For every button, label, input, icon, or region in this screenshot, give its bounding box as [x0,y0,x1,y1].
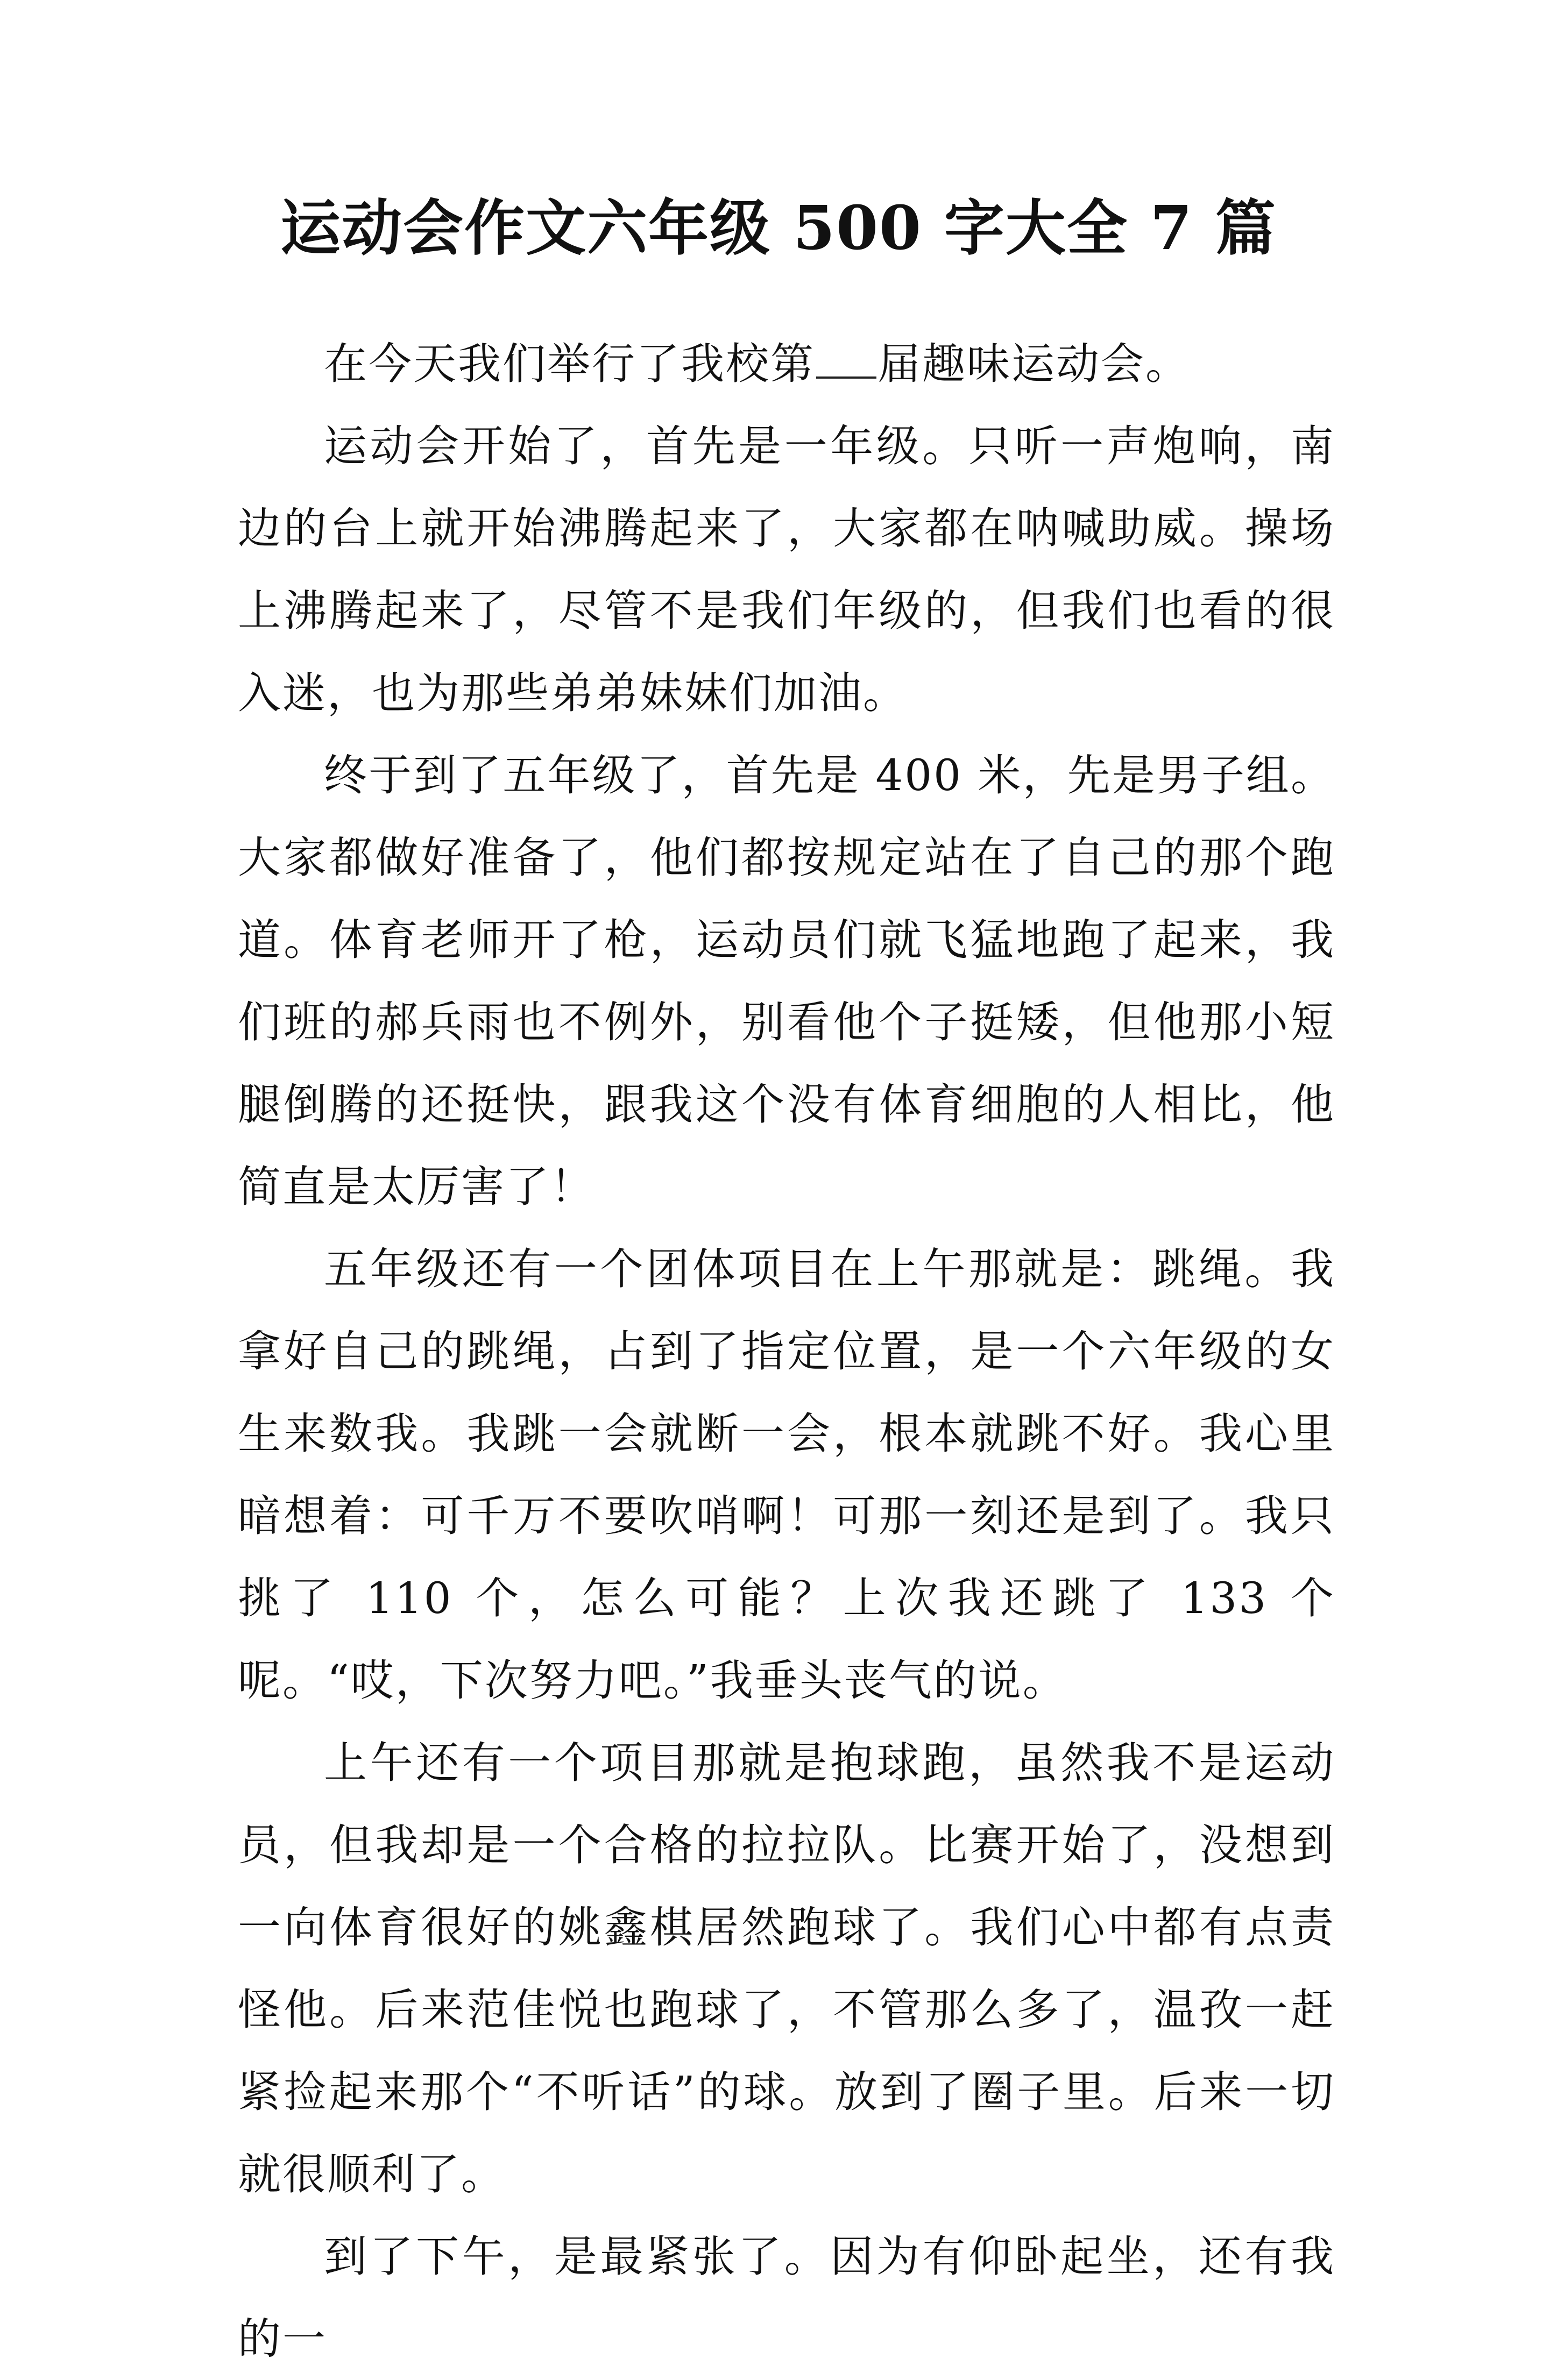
paragraph: 运动会开始了，首先是一年级。只听一声炮响，南边的台上就开始沸腾起来了，大家都在呐喊助威。操场上沸腾起来了，尽管不是我们年级的，但我们也看的很入迷，也为那些弟弟妹妹们加油。 [238,421,1335,718]
fill-in-blank [816,344,876,379]
intro-text-after-blank: 届趣味运动会。 [877,339,1190,389]
paragraph: 上午还有一个项目那就是抱球跑，虽然我不是运动员，但我却是一个合格的拉拉队。比赛开始了，没想到一向体育很好的姚鑫棋居然跑球了。我们心中都有点责怪他。后来范佳悦也跑球了，不管那么多了，温孜一赶紧捡起来那个“不听话”的球。放到了圈子里。后来一切就很顺利了。 [238,1738,1335,2199]
paragraph-intro [238,323,1335,405]
intro-text-before-blank: 在今天我们举行了我校第 [324,339,815,389]
page-title: 运动会作文六年级 500 字大全 7 篇 [280,193,1277,264]
paragraph: 五年级还有一个团体项目在上午那就是：跳绳。我拿好自己的跳绳，占到了指定位置，是一个六年级的女生来数我。我跳一会就断一会，根本就跳不好。我心里暗想着：可千万不要吹哨啊！可那一刻还是到了。我只挑了 110 个，怎么可能？上次我还跳了 133 个呢。“哎，下次努力吧。”我垂头丧气的说。 [238,1244,1335,1706]
paragraph: 到了下午，是最紧张了。因为有仰卧起坐，还有我的一 [238,2232,1335,2364]
article-body [238,323,1335,2380]
paragraph: 终于到了五年级了，首先是 400 米，先是男子组。大家都做好准备了，他们都按规定站在了自己的那个跑道。体育老师开了枪，运动员们就飞猛地跑了起来，我们班的郝兵雨也不例外，别看他个子挺矮，但他那小短腿倒腾的还挺快，跟我这个没有体育细胞的人相比，他简直是太厉害了！ [238,750,1335,1212]
